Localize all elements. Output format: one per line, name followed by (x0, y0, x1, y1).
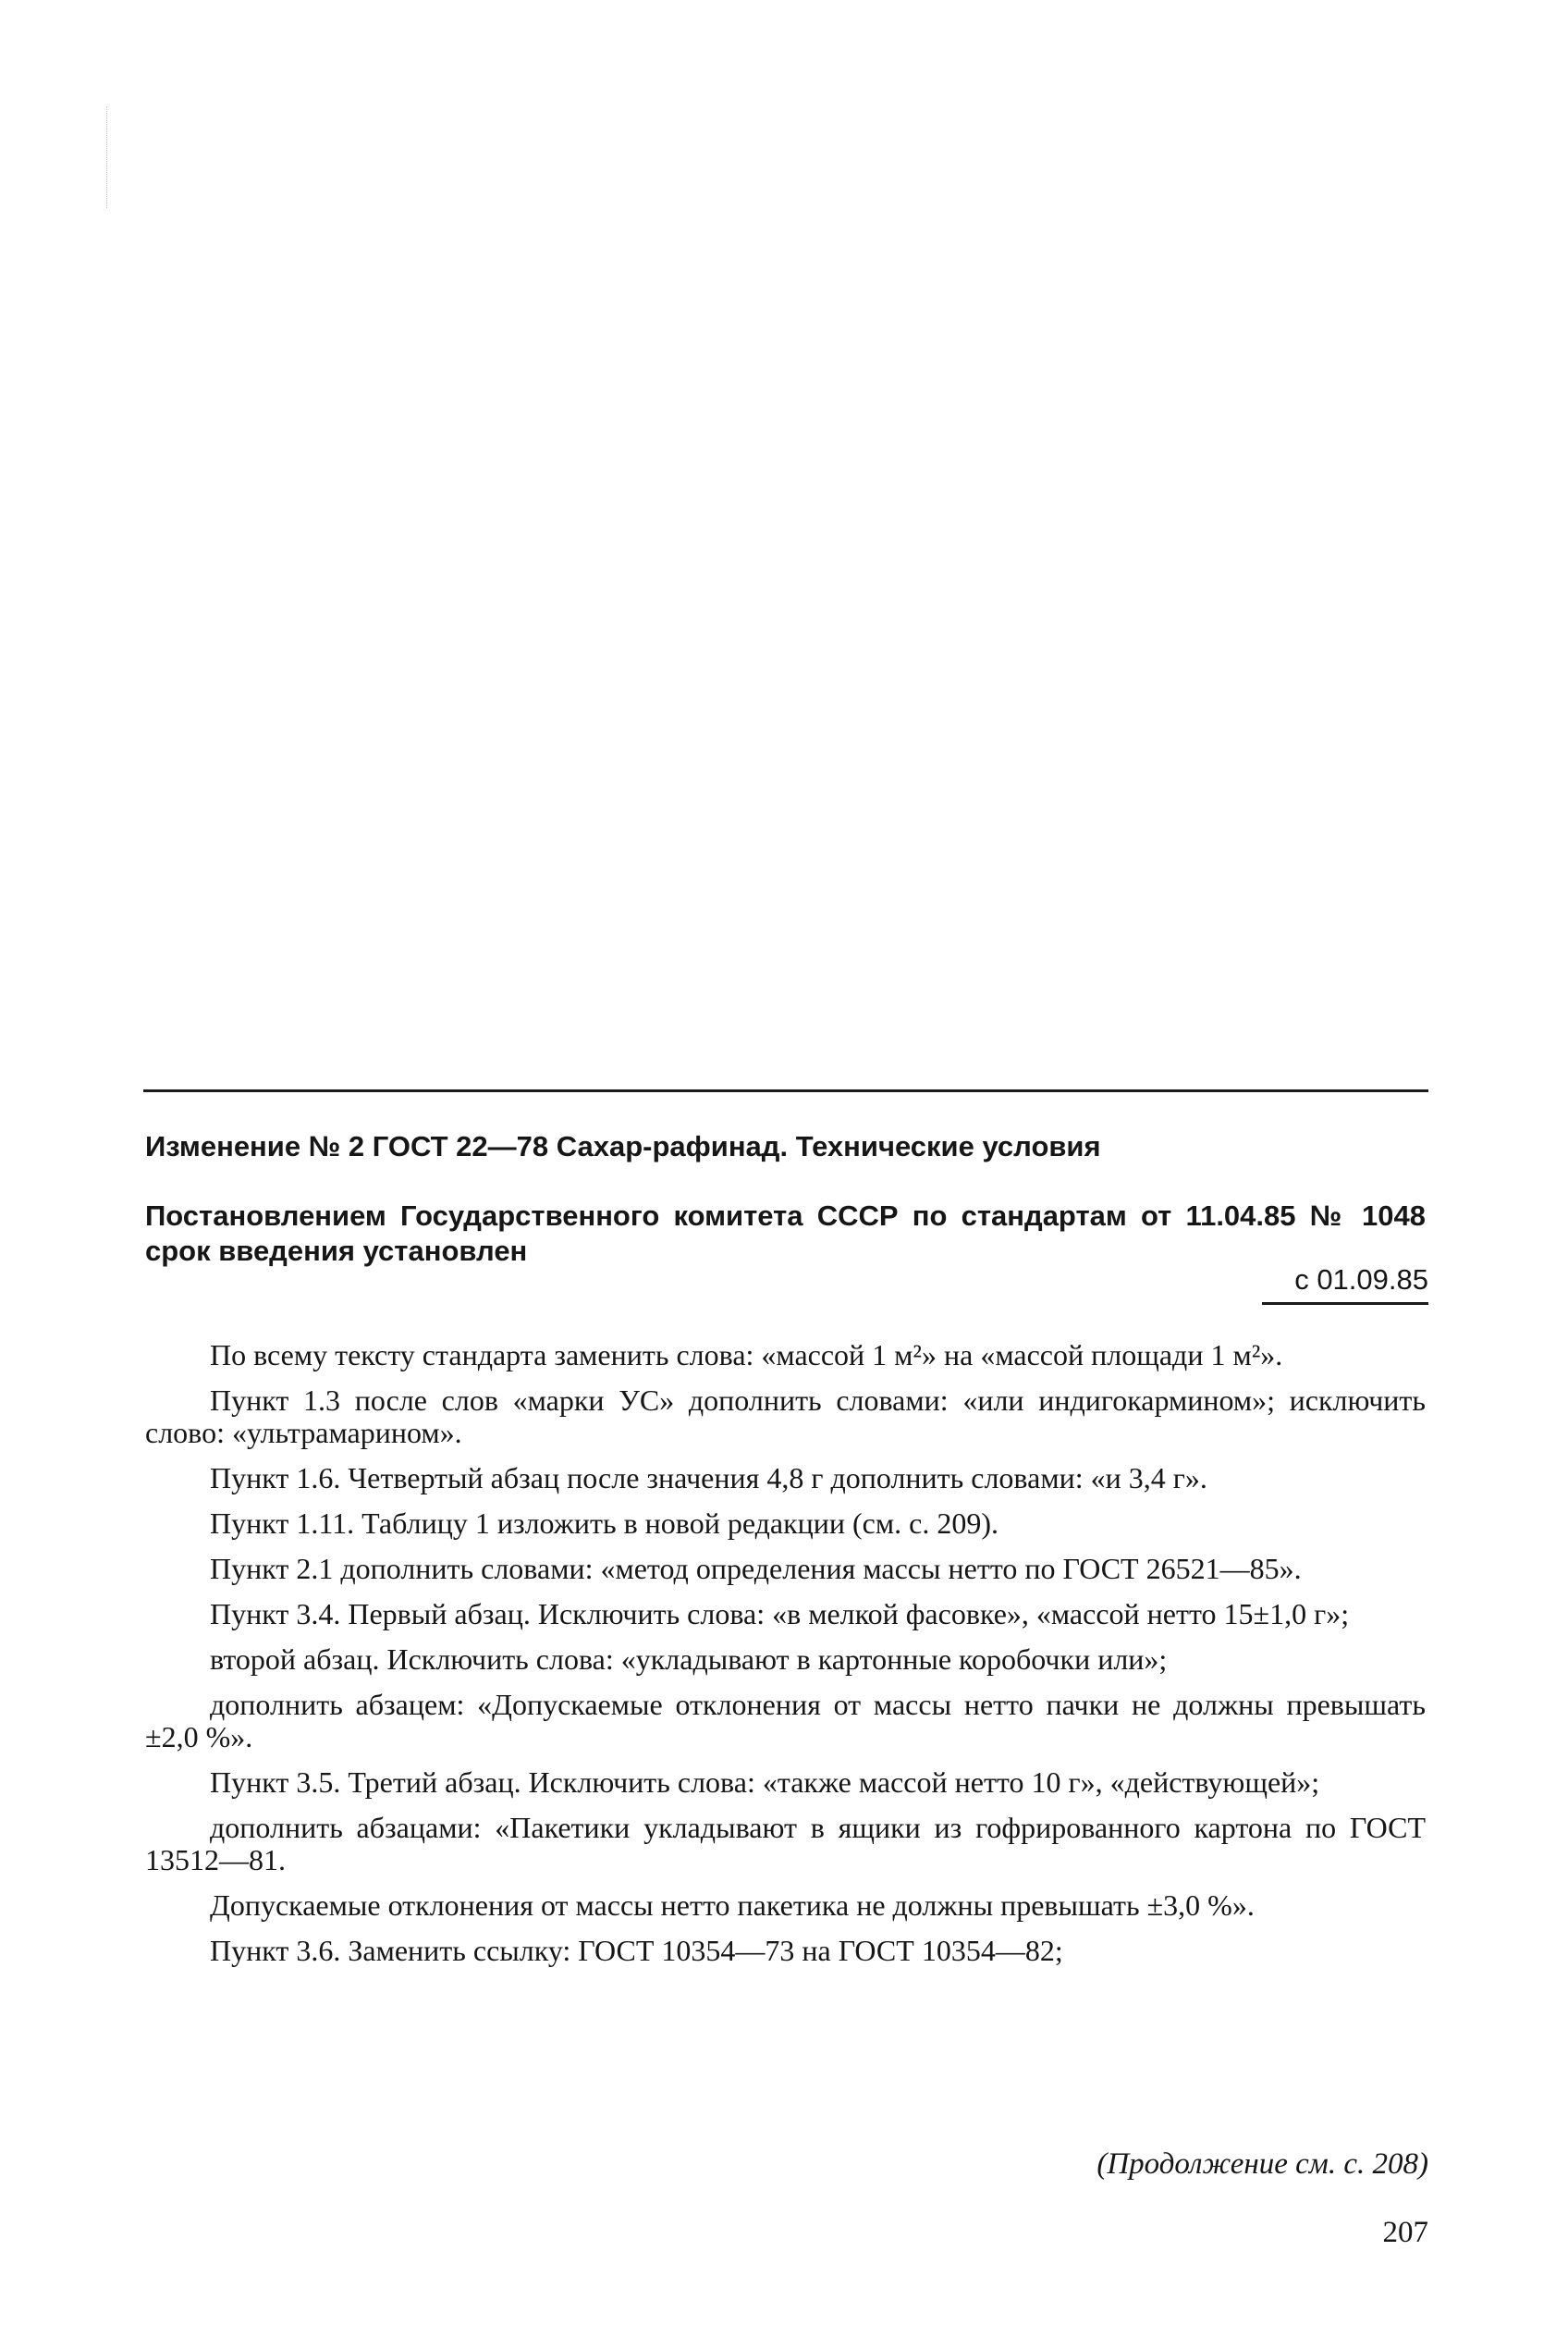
amendment-body (145, 1339, 1426, 1980)
paragraph: дополнить абзацами: «Пакетики укладывают в ящики из гофрированного картона по ГОСТ 13512—81. (145, 1811, 1426, 1876)
effective-date: с 01.09.85 (1262, 1263, 1428, 1305)
paragraph: Пункт 1.6. Четвертый абзац после значения 4,8 г дополнить словами: «и 3,4 г». (210, 1461, 1207, 1494)
section-divider (143, 1089, 1428, 1092)
paragraph: Пункт 3.4. Первый абзац. Исключить слова: «в мелкой фасовке», «массой нетто 15±1,0 г»; (210, 1597, 1350, 1630)
paragraph: дополнить абзацем: «Допускаемые отклонения от массы нетто пачки не должны превышать ±2,0 %». (145, 1688, 1426, 1753)
paragraph: По всему тексту стандарта заменить слова: «массой 1 м²» на «массой площади 1 м²». (210, 1338, 1283, 1371)
scan-artifact (106, 106, 111, 208)
page-number: 207 (1382, 2216, 1428, 2249)
paragraph: второй абзац. Исключить слова: «укладывают в картонные коробочки или»; (210, 1642, 1168, 1676)
amendment-heading: Изменение № 2 ГОСТ 22—78 Сахар-рафинад. Технические условия (145, 1130, 1101, 1162)
continued-note: (Продолжение см. с. 208) (1096, 2147, 1428, 2181)
paragraph: Пункт 3.6. Заменить ссылку: ГОСТ 10354—73 на ГОСТ 10354—82; (210, 1934, 1063, 1967)
decree-statement: Постановлением Государственного комитета СССР по стандартам от 11.04.85 № 1048 срок введения установлен (145, 1199, 1426, 1267)
paragraph: Пункт 2.1 дополнить словами: «метод определения массы нетто по ГОСТ 26521—85». (210, 1552, 1302, 1585)
paragraph: Пункт 3.5. Третий абзац. Исключить слова: «также массой нетто 10 г», «действующей»; (210, 1765, 1320, 1799)
paragraph: Пункт 1.11. Таблицу 1 изложить в новой редакции (см. с. 209). (210, 1507, 998, 1540)
paragraph: Допускаемые отклонения от массы нетто пакетика не должны превышать ±3,0 %». (210, 1888, 1255, 1922)
paragraph: Пункт 1.3 после слов «марки УС» дополнить словами: «или индигокармином»; исключить слово: «ультрамарином». (145, 1384, 1426, 1449)
